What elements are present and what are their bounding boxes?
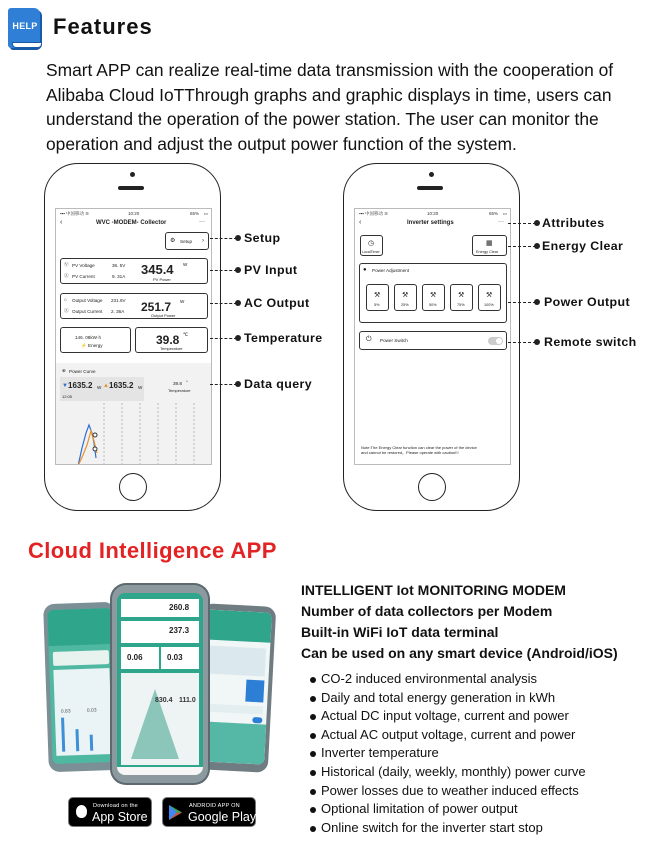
energy-card: 146. 08kW·h ⚡ Energy (60, 327, 131, 353)
feature-item: Daily and total energy generation in kWh (310, 689, 586, 708)
feature-item: Power losses due to weather induced effects (310, 782, 586, 801)
callout-pv-input: PV Input (244, 263, 298, 277)
clock-icon: ◷ (368, 240, 375, 247)
energy-clear-button[interactable]: ▦ Energy Clear (472, 235, 507, 256)
callout-line-energy-clear (508, 246, 536, 248)
app-phones-render: 0.83 0.03 260.8 237.3 0.06 0.03 830.4 111.0 (42, 583, 278, 785)
help-book-icon (8, 8, 44, 50)
callout-remote-switch: Remote switch (544, 335, 637, 349)
google-play-icon (169, 805, 182, 820)
back-icon[interactable]: ‹ (359, 219, 362, 226)
feature-item: Online switch for the inverter start stop (310, 819, 586, 838)
feature-item: Optional limitation of power output (310, 800, 586, 819)
feature-list (310, 670, 586, 837)
pv-input-card: Ⓥ PV Voltage 36. 5V Ⓐ PV Current 9. 31A 345.4 W PV Power (60, 258, 208, 284)
callout-line-setup (210, 238, 237, 240)
settings-screen: ▪▪▪ 中国移动 ≋ 10:20 65% ▭ ‹ Inverter settings ··· ◷ LocalTimer ▦ Energy Clear ● Power Adjustment ⚒ 5% ⚒ 25% ⚒ 50% ⚒ 75% ⚒ 100% ⏻ Power Switch Note:The Energy Clear function can clear the power of the device and cannot be restored。Please operate with caution!!! (354, 208, 511, 465)
feature-item: Historical (daily, weekly, monthly) power curve (310, 763, 586, 782)
callout-setup: Setup (244, 231, 281, 245)
google-play-badge[interactable]: ANDROID APP ON Google Play (162, 797, 256, 827)
callout-data-query: Data query (244, 377, 313, 391)
phone-inverter-settings (343, 163, 520, 511)
local-timer-button[interactable]: ◷ LocalTimer (360, 235, 383, 256)
energy-clear-icon: ▦ (486, 240, 493, 247)
cloud-app-title: Cloud Intelligence APP (28, 538, 277, 563)
power-curve-panel[interactable]: ⊕ Power Curve ▼ 1635.2 W ▲ 1635.2 W 12:05 39.8 ° Temperature (56, 363, 212, 465)
callout-energy-clear: Energy Clear (542, 239, 624, 253)
callout-line-data-query (210, 384, 237, 386)
power-level-100[interactable]: ⚒ 100% (478, 284, 501, 311)
callout-attributes: Attributes (542, 216, 605, 230)
feature-item: Inverter temperature (310, 744, 586, 763)
callout-line-pv-input (210, 270, 237, 272)
headline-item: INTELLIGENT Iot MONITORING MODEM (301, 582, 566, 598)
power-switch-row: ⏻ Power Switch (359, 331, 507, 350)
home-button (119, 473, 147, 501)
ac-output-card: ⌂ Output Voltage 231.6V Ⓐ Output Current 2. 36A 251.7 W Output Power (60, 293, 208, 319)
intro-paragraph: Smart APP can realize real-time data transmission with the cooperation of Alibaba Cloud IoTThrough graphs and graphic displays in time, users can understand the operation of the power station. The user can monitor the operation and adjust the output power function of the system. (46, 60, 614, 154)
headline-item: Number of data collectors per Modem (301, 603, 553, 619)
power-adjustment-card: ● Power Adjustment ⚒ 5% ⚒ 25% ⚒ 50% ⚒ 75% ⚒ 100% (359, 263, 507, 323)
power-level-5[interactable]: ⚒ 5% (366, 284, 389, 311)
power-level-50[interactable]: ⚒ 50% (422, 284, 445, 311)
settings-title: Inverter settings (407, 220, 454, 226)
temperature-card: 39.8 ℃ Temperature (135, 327, 208, 353)
home-button (418, 473, 446, 501)
apple-icon (76, 805, 87, 818)
phone-collector (44, 163, 221, 511)
feature-item: CO-2 induced environmental analysis (310, 670, 586, 689)
back-icon[interactable]: ‹ (60, 219, 63, 226)
callout-ac-output: AC Output (244, 296, 310, 310)
feature-item: Actual AC output voltage, current and power (310, 726, 586, 745)
callout-power-output: Power Output (544, 295, 631, 309)
callout-line-ac-output (210, 303, 237, 305)
callout-line-temperature (210, 338, 237, 340)
app-store-badge[interactable]: Download on the App Store (68, 797, 152, 827)
feature-item: Actual DC input voltage, current and power (310, 707, 586, 726)
callout-line-attributes (508, 223, 536, 225)
callout-temperature: Temperature (244, 331, 323, 345)
power-level-75[interactable]: ⚒ 75% (450, 284, 473, 311)
menu-icon[interactable]: ··· (199, 219, 205, 225)
collector-title: WVC -MODEM- Collector (96, 220, 167, 226)
power-switch-toggle[interactable] (488, 337, 503, 345)
help-label: HELP (12, 21, 38, 31)
callout-line-power-output (508, 302, 536, 304)
power-level-25[interactable]: ⚒ 25% (394, 284, 417, 311)
feature-headlines (301, 580, 618, 664)
energy-clear-note: Note:The Energy Clear function can clear the power of the device and cannot be restored。Please operate with caution!!! (361, 445, 477, 455)
power-icon: ⏻ (366, 336, 372, 343)
menu-icon[interactable]: ··· (498, 219, 504, 225)
power-curve-chart (56, 403, 212, 465)
setup-button[interactable]: ⚙ Setup › (165, 232, 209, 250)
callout-line-remote-switch (508, 342, 536, 344)
headline-item: Can be used on any smart device (Android/iOS) (301, 645, 618, 661)
collector-screen: ▪▪▪ 中国移动 ≋ 10:20 65% ▭ ‹ WVC -MODEM- Collector ··· ⚙ Setup › Ⓥ PV Voltage 36. 5V Ⓐ PV Current 9. 31A 345.4 W PV Power ⌂ Output Voltage 231.6V Ⓐ Output Current 2. 36A 251.7 W Output Power 146. 08kW·h ⚡ Energy 39.8 ℃ Temperature ⊕ Power Curve ▼ 1635.2 W ▲ 1635.2 W 12:05 39.8 ° Temperature (55, 208, 212, 465)
headline-item: Built-in WiFi IoT data terminal (301, 624, 499, 640)
features-title: Features (53, 14, 153, 39)
